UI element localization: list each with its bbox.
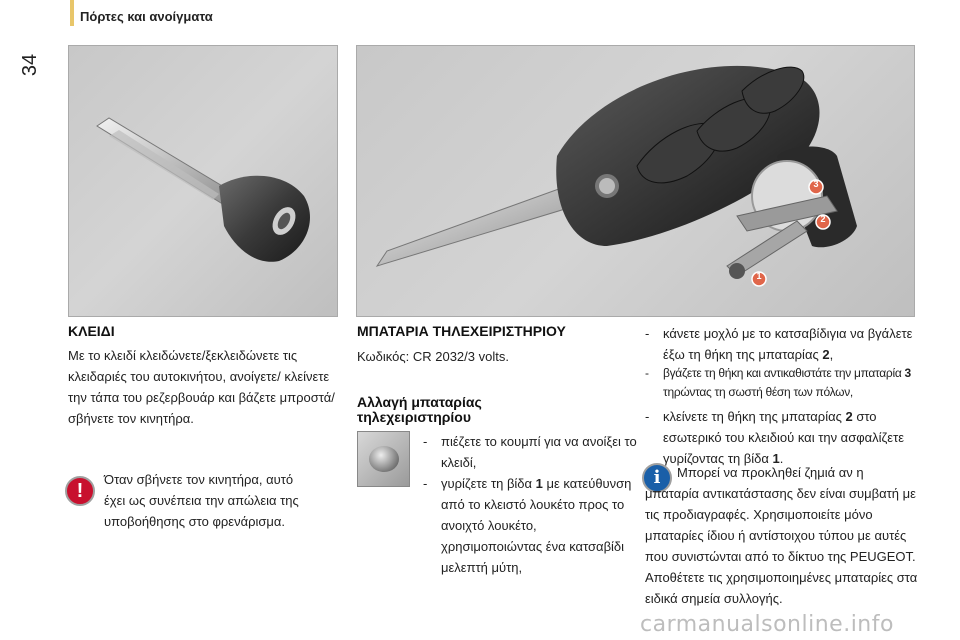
header-accent-bar: [70, 0, 74, 26]
step-3: - κάνετε μοχλό με το κατσαβίδιγια να βγάλετε έξω τη θήκη της μπαταρίας 2,: [645, 326, 913, 362]
step-2: - γυρίζετε τη βίδα 1 με κατεύθυνση από το κλειστό λουκέτο προς το ανοιχτό λουκέτο, χρησιμοποιώντας ένα κατσαβίδι μελεπτή μύτη,: [423, 476, 632, 575]
remote-key-illustration: [357, 46, 915, 317]
step-1: - πιέζετε το κουμπί για να ανοίξει το κλειδί,: [423, 434, 637, 470]
key-heading: ΚΛΕΙΔΙ: [68, 323, 115, 339]
battery-subtitle-1: Αλλαγή μπαταρίας: [357, 394, 482, 410]
callout-2: 2: [820, 214, 826, 224]
battery-heading: ΜΠΑΤΑΡΙΑ ΤΗΛΕΧΕΙΡΙΣΤΗΡΙΟΥ: [357, 323, 566, 339]
key-button-thumbnail: [357, 431, 410, 487]
warning-text: Όταν σβήνετε τον κινητήρα, αυτό έχει ως συνέπεια την απώλεια της υποβοήθησης στο φρενάρισμα.: [104, 472, 299, 529]
page-number: 34: [19, 53, 41, 77]
key-photo: [68, 45, 338, 317]
step-4: - βγάζετε τη θήκη και αντικαθιστάτε την μπαταρία 3 τηρώντας τη σωστή θέση των πόλων,: [645, 366, 911, 399]
callout-1: 1: [756, 271, 762, 281]
battery-subtitle-2: τηλεχειριστηρίου: [357, 409, 472, 425]
info-icon: i: [642, 463, 672, 493]
watermark: carmanualsonline.info: [640, 612, 894, 637]
exclamation-icon: !: [65, 476, 95, 506]
info-text: Μπορεί να προκληθεί ζημιά αν η μπαταρία αντικατάστασης δεν είναι συμβατή με τις προδιαγραφές. Χρησιμοποιείτε μόνο μπαταρίες ίδιου ή αντίστοιχου τύπου με αυτές που συνιστώνται από το δίκτυο της PEUGEOT. Αποθέτετε τις χρησιμοποιημένες μπαταρίες στα ειδικά σημεία συλλογής.: [645, 465, 918, 606]
key-illustration: [69, 46, 338, 317]
callout-3: 3: [813, 179, 819, 189]
remote-key-photo: [356, 45, 915, 317]
section-title: Πόρτες και ανοίγματα: [80, 9, 213, 24]
key-description: Με το κλειδί κλειδώνετε/ξεκλειδώνετε τις κλειδαριές του αυτοκινήτου, ανοίγετε/ κλείνετε την τάπα του ρεζερβουάρ και βάζετε μπροστά/σβήνετε τον κινητήρα.: [68, 348, 335, 426]
button-knob: [369, 446, 399, 472]
step-5: - κλείνετε τη θήκη της μπαταρίας 2 στο εσωτερικό του κλειδιού και την ασφαλίζετε γυρίζοντας τη βίδα 1.: [645, 409, 905, 466]
battery-code: Κωδικός: CR 2032/3 volts.: [357, 349, 509, 364]
